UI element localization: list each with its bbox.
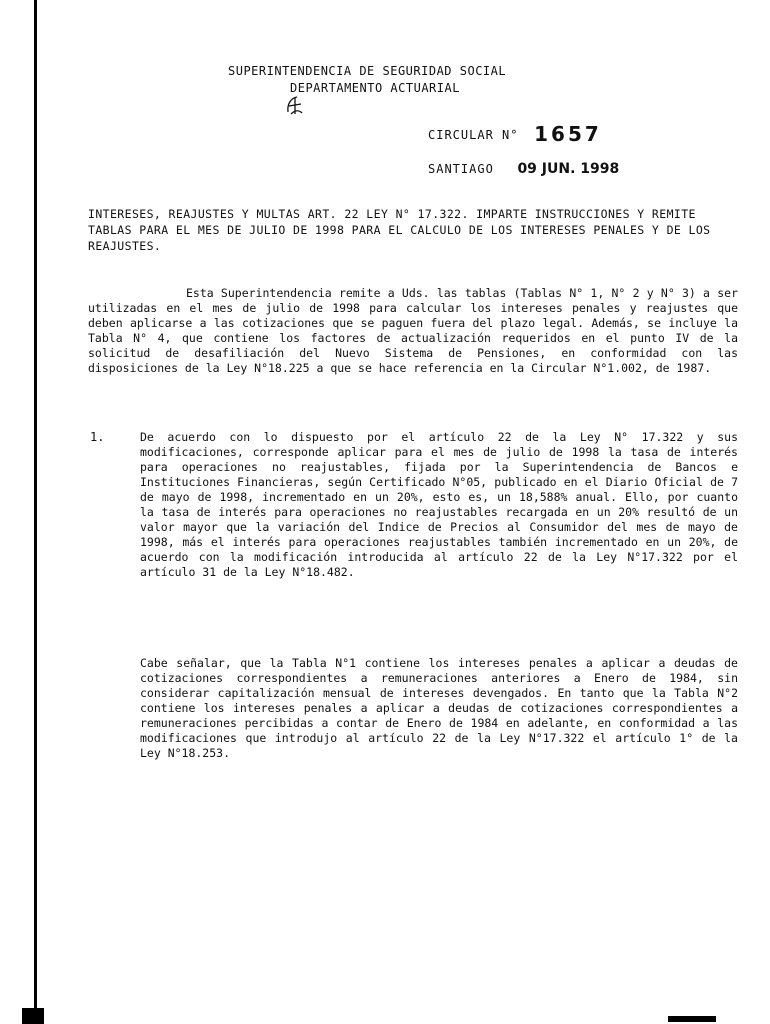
- item-paragraph: De acuerdo con lo dispuesto por el artículo 22 de la Ley N° 17.322 y sus modificaciones, corresponde aplicar para el mes de julio de 1998 la tasa de interés para operaciones no reajustables, fijada por la Superintendencia de Bancos e Instituciones Financieras, según Certificado N°05, publicado en el Diario Oficial de 7 de mayo de 1998, incrementado en un 20%, esto es, un 18,588% anual. Ello, por cuanto la tasa de interés para operaciones no reajustables recargada en un 20% resultó de un valor mayor que la variación del Indice de Precios al Consumidor del mes de mayo de 1998, más el interés para operaciones reajustables también incrementado en un 20%, de acuerdo con la modificación introducida al artículo 22 de la Ley N°17.322 por el artículo 31 de la Ley N°18.482.: [140, 430, 738, 579]
- item-paragraph: Cabe señalar, que la Tabla N°1 contiene los intereses penales a aplicar a deudas de cotizaciones correspondientes a remuneraciones anteriores a Enero de 1984, sin considerar capitalización mensual de intereses devengados. En tanto que la Tabla N°2 contiene los intereses penales a aplicar a deudas de cotizaciones correspondientes a remuneraciones percibidas a contar de Enero de 1984 en adelante, en conformidad a las modificaciones que introdujo al artículo 22 de la Ley N°17.322 el artículo 1° de la Ley N°18.253.: [140, 656, 738, 760]
- organization-name: SUPERINTENDENCIA DE SEGURIDAD SOCIAL: [228, 64, 507, 78]
- scan-artifact-mark: [668, 1016, 716, 1022]
- initials-signature-mark: [285, 94, 305, 116]
- department-name: DEPARTAMENTO ACTUARIAL: [290, 81, 460, 95]
- city-label: SANTIAGO: [428, 162, 494, 176]
- subject-heading: INTERESES, REAJUSTES Y MULTAS ART. 22 LEY N° 17.322. IMPARTE INSTRUCCIONES Y REMITE TABLAS PARA EL MES DE JULIO DE 1998 PARA EL CALCULO DE LOS INTERESES PENALES Y DE LOS REAJUSTES.: [88, 207, 711, 253]
- intro-paragraph: Esta Superintendencia remite a Uds. las tablas (Tablas N° 1, N° 2 y N° 3) a ser utilizadas en el mes de julio de 1998 para calcular los intereses penales y reajustes que deben aplicarse a las cotizaciones que se paguen fuera del plazo legal. Además, se incluye la Tabla N° 4, que contiene los factores de actualización requeridos en el punto IV de la solicitud de desafiliación del Nuevo Sistema de Pensiones, en conformidad con las disposiciones de la Ley N°18.225 a que se hace referencia en la Circular N°1.002, de 1987.: [88, 286, 738, 375]
- item-number: 1.: [90, 430, 105, 444]
- scan-artifact-mark: [22, 1008, 44, 1024]
- date-line: [428, 158, 619, 177]
- scan-border-line: [34, 0, 37, 1024]
- circular-number: 1657: [534, 122, 602, 146]
- circular-label: CIRCULAR N°: [428, 128, 519, 142]
- date-stamp: 09 JUN. 1998: [517, 161, 620, 177]
- circular-reference: [428, 122, 602, 146]
